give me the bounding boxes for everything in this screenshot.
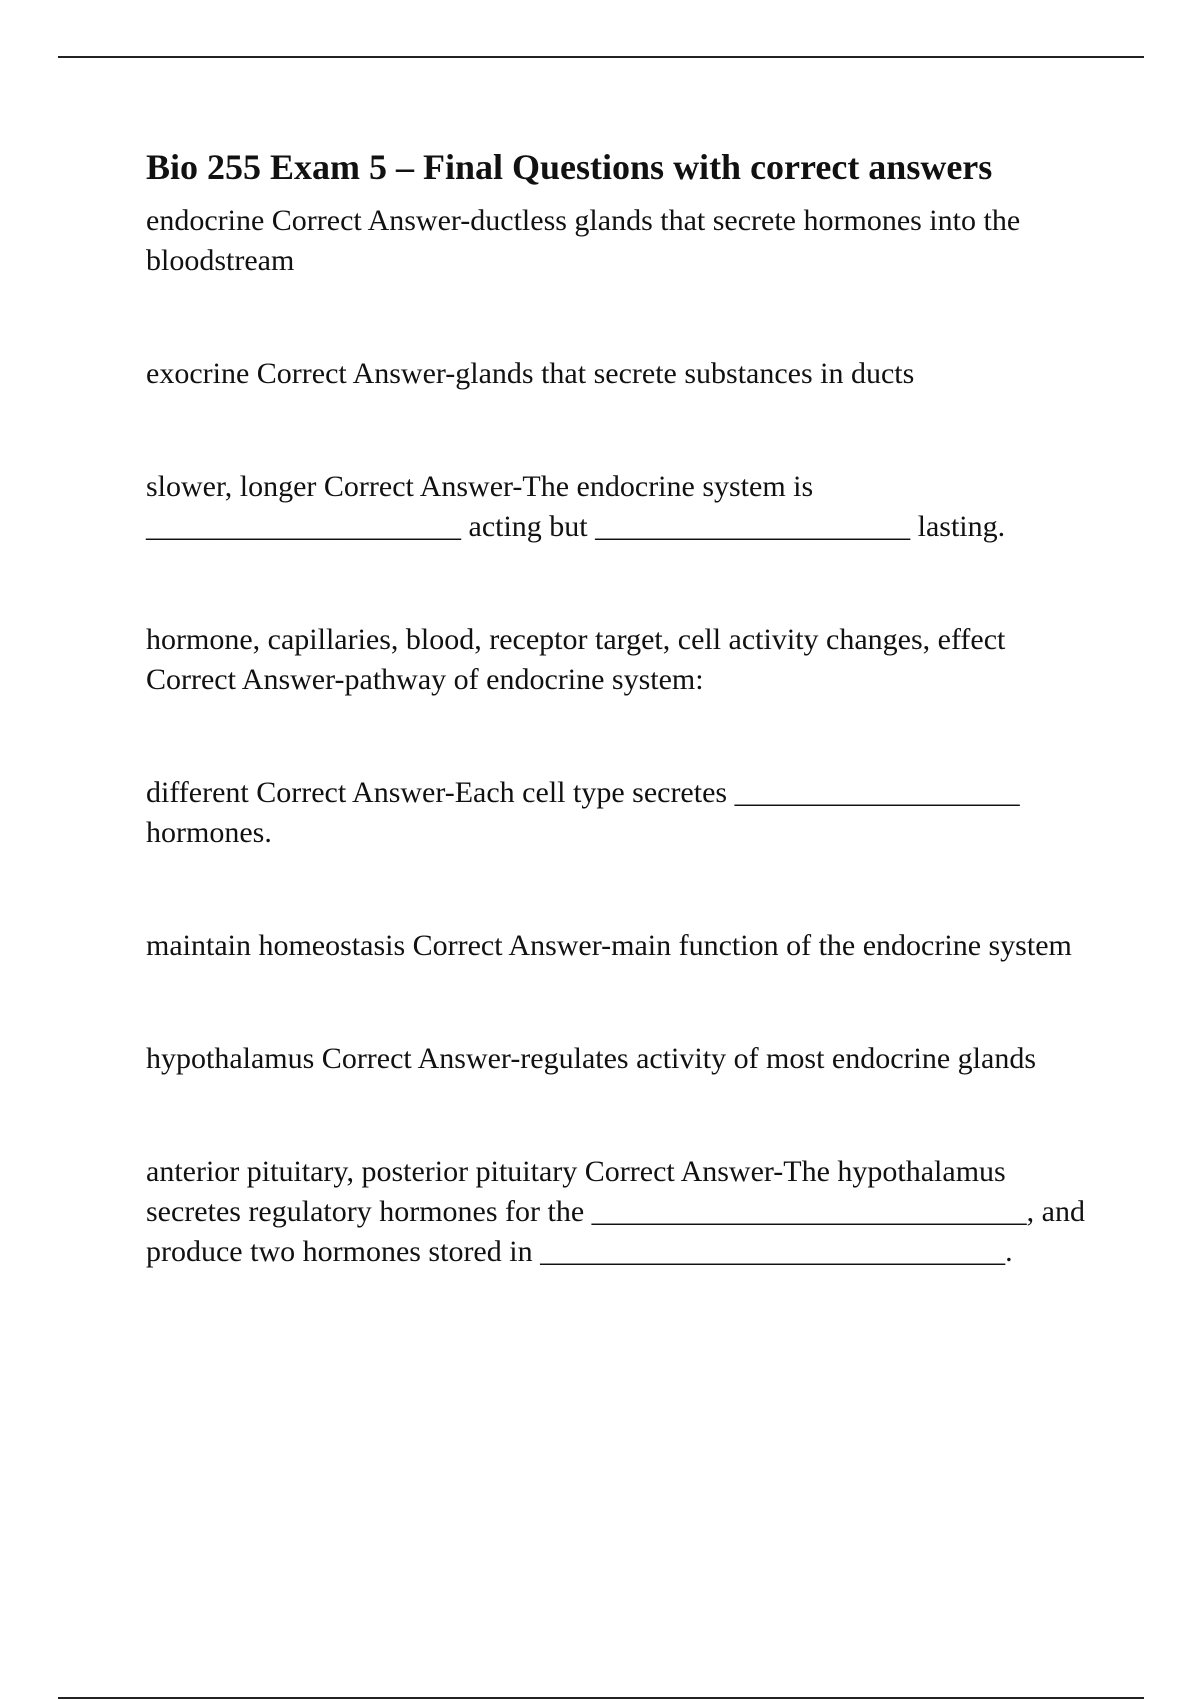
top-divider: [58, 56, 1144, 58]
qa-entry: slower, longer Correct Answer-The endocrine system is _____________________ acting but _____________________ lasting.: [146, 470, 1006, 543]
qa-entry: endocrine Correct Answer-ductless glands that secrete hormones into the bloodstream: [146, 204, 1028, 277]
document-title: Bio 255 Exam 5 – Final Questions with correct answers: [146, 147, 993, 187]
qa-entry: hormone, capillaries, blood, receptor target, cell activity changes, effect Correct Answer-pathway of endocrine system:: [146, 623, 1013, 696]
document-body: [146, 142, 1098, 1272]
qa-entry: anterior pituitary, posterior pituitary Correct Answer-The hypothalamus secretes regulatory hormones for the _____________________________, and produce two hormones stored in _______________________________.: [146, 1155, 1093, 1268]
qa-entry: exocrine Correct Answer-glands that secrete substances in ducts: [146, 357, 915, 390]
bottom-divider: [58, 1697, 1144, 1699]
qa-entry: maintain homeostasis Correct Answer-main function of the endocrine system: [146, 929, 1072, 962]
qa-entry: different Correct Answer-Each cell type secretes ___________________ hormones.: [146, 776, 1028, 849]
qa-entry: hypothalamus Correct Answer-regulates activity of most endocrine glands: [146, 1042, 1036, 1075]
